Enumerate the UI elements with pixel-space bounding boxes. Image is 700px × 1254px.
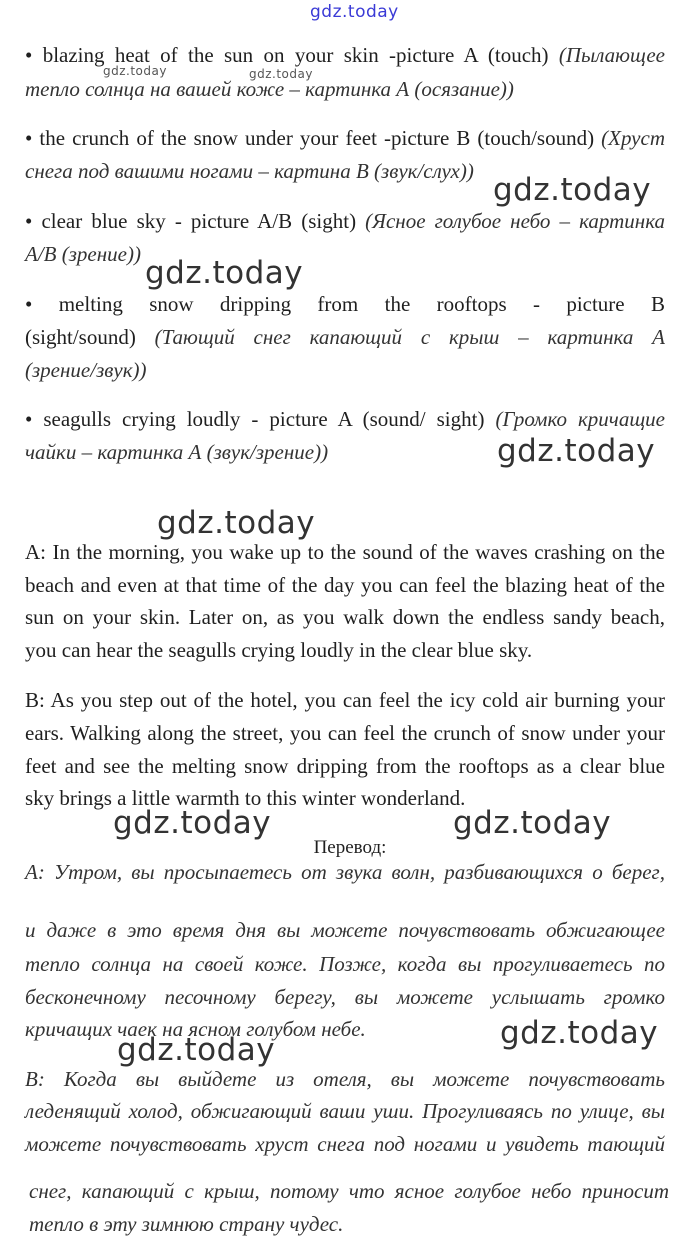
para-b-line-2: ears. Walking along the street, you can feel the crunch of snow under your <box>25 721 665 745</box>
para-a-line-3: sun on your skin. Later on, as you walk down the endless sandy beach, <box>25 605 665 629</box>
bullet-2-line-1: • the crunch of the snow under your feet -picture B (touch/sound) (Хруст <box>25 126 665 150</box>
watermark-1: gdz.today <box>493 172 652 208</box>
bullet-5-line-1: • seagulls crying loudly - picture A (sound/ sight) (Громко кричащие <box>25 407 665 431</box>
watermark-small-2: gdz.today <box>249 67 313 81</box>
trans-b-line-4: снег, капающий с крыш, потому что ясное голубое небо приносит <box>29 1179 669 1203</box>
trans-a-line-2: и даже в это время дня вы можете почувствовать обжигающее <box>25 918 665 942</box>
trans-b-line-5: тепло в эту зимнюю страну чудес. <box>29 1212 344 1236</box>
bullet-1-line-2: тепло солнца на вашей коже – картинка А (осязание)) <box>25 77 514 101</box>
trans-b-line-1: В: Когда вы выйдете из отеля, вы можете почувствовать <box>25 1067 665 1091</box>
trans-a-line-5: кричащих чаек на ясном голубом небе. <box>25 1017 366 1041</box>
watermark-8: gdz.today <box>117 1032 276 1068</box>
translation-heading: Перевод: <box>313 837 387 858</box>
watermark-3: gdz.today <box>497 433 656 469</box>
bullet-1-line-1: • blazing heat of the sun on your skin -picture A (touch) (Пылающее <box>25 43 665 67</box>
watermark-6: gdz.today <box>453 805 612 841</box>
bullet-3-line-1: • clear blue sky - picture A/B (sight) (Ясное голубое небо – картинка <box>25 209 665 233</box>
bullet-3-line-2: А/В (зрение)) <box>25 242 141 266</box>
trans-b-line-3: можете почувствовать хруст снега под ногами и увидеть тающий <box>25 1132 665 1156</box>
bullet-4-line-3: (зрение/звук)) <box>25 358 147 382</box>
bullet-4-line-2: (sight/sound) (Тающий снег капающий с крыш – картинка А <box>25 325 665 349</box>
para-a-line-4: you can hear the seagulls crying loudly in the clear blue sky. <box>25 638 533 662</box>
watermark-5: gdz.today <box>113 805 272 841</box>
watermark-top: gdz.today <box>310 2 399 22</box>
watermark-7: gdz.today <box>500 1015 659 1051</box>
watermark-4: gdz.today <box>157 505 316 541</box>
para-b-line-3: feet and see the melting snow dripping from the rooftops as a clear blue <box>25 754 665 778</box>
para-b-line-1: B: As you step out of the hotel, you can feel the icy cold air burning your <box>25 688 665 712</box>
trans-a-line-1: А: Утром, вы просыпаетесь от звука волн, разбивающихся о берег, <box>25 860 665 884</box>
para-a-line-1: A: In the morning, you wake up to the sound of the waves crashing on the <box>25 540 665 564</box>
para-a-line-2: beach and even at that time of the day you can feel the blazing heat of the <box>25 573 665 597</box>
bullet-2-line-2: снега под вашими ногами – картина В (звук/слух)) <box>25 159 474 183</box>
trans-b-line-2: леденящий холод, обжигающий ваши уши. Прогуливаясь по улице, вы <box>25 1099 665 1123</box>
bullet-4-line-1: • melting snow dripping from the rooftops - picture B <box>25 292 665 316</box>
watermark-small-1: gdz.today <box>103 64 167 78</box>
trans-a-line-3: тепло солнца на своей коже. Позже, когда вы прогуливаетесь по <box>25 952 665 976</box>
trans-a-line-4: бесконечному песочному берегу, вы можете услышать громко <box>25 985 665 1009</box>
para-b-line-4: sky brings a little warmth to this winter wonderland. <box>25 786 466 810</box>
bullet-5-line-2: чайки – картинка А (звук/зрение)) <box>25 440 329 464</box>
watermark-2: gdz.today <box>145 255 304 291</box>
